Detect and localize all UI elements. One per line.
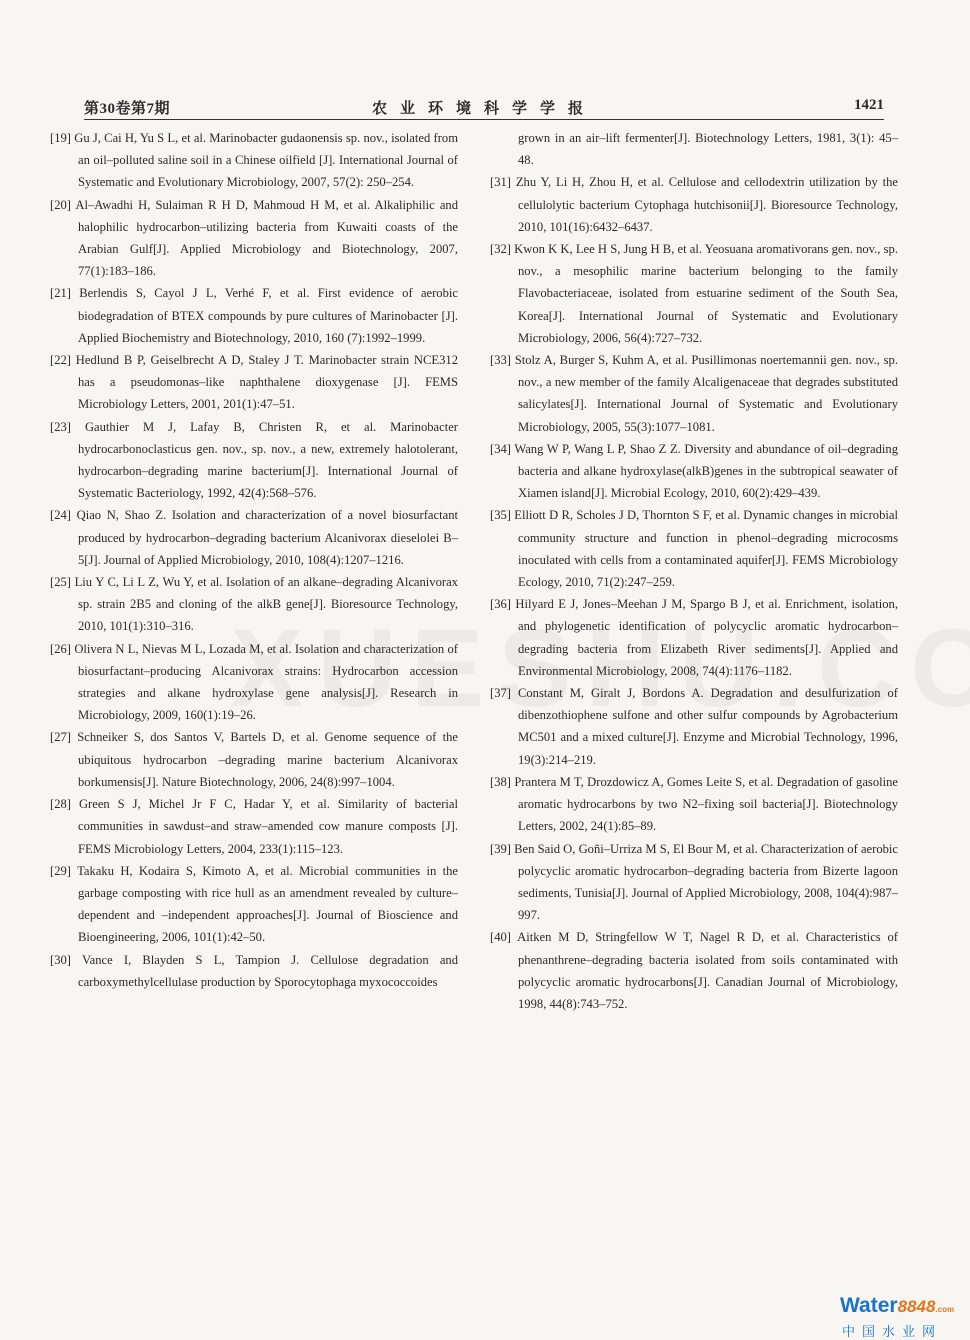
reference-number: [35] xyxy=(490,508,511,523)
reference-text: Prantera M T, Drozdowicz A, Gomes Leite S, et al. Degradation of gasoline aromatic hydrocarbons by two N2–fixing soil bacteria[J]. Biotechnology Letters, 2002, 24(1):85–89. xyxy=(514,774,898,834)
journal-title: 农业环境科学学报 xyxy=(371,101,596,117)
reference-text: Qiao N, Shao Z. Isolation and characterization of a novel biosurfactant produced by hydrocarbon–degrading bacterium Alcanivorax dieselolei B–5[J]. Journal of Applied Microbiology, 2010, 108(4):1207–1216. xyxy=(76,508,458,567)
reference-continuation: grown in an air–lift fermenter[J]. Biotechnology Letters, 1981, 3(1): 45–48. xyxy=(518,131,898,168)
reference-text: Aitken M D, Stringfellow W T, Nagel R D, et al. Characteristics of phenanthrene–degrading bacteria isolated from soils contaminated with polycyclic aromatic hydrocarbons[J]. Canadian Journal of Microbiology, 1998, 44(8):743–752. xyxy=(517,930,898,1011)
reference-item xyxy=(490,238,898,349)
reference-item xyxy=(490,838,898,927)
reference-text: Vance I, Blayden S L, Tampion J. Cellulose degradation and carboxymethylcellulase production by Sporocytophaga myxococcoides xyxy=(78,952,459,989)
site-logo[interactable] xyxy=(840,1294,962,1340)
reference-item xyxy=(50,194,458,283)
reference-column-right xyxy=(490,127,898,1015)
reference-number: [28] xyxy=(50,797,71,812)
reference-item xyxy=(50,571,458,638)
volume-issue: 第30卷第7期 xyxy=(84,101,171,117)
reference-number: [27] xyxy=(50,730,71,745)
reference-text: Berlendis S, Cayol J L, Verhé F, et al. First evidence of aerobic biodegradation of BTEX compounds by pure cultures of Marinobacter [J]. Applied Biochemistry and Biotechnology, 2010, 160 (7):1992–1999. xyxy=(78,286,458,345)
reference-item xyxy=(50,127,458,194)
reference-number: [31] xyxy=(490,175,511,190)
reference-item xyxy=(490,349,898,438)
logo-domain: .com xyxy=(935,1305,955,1314)
reference-item xyxy=(490,593,898,682)
reference-item xyxy=(50,860,458,949)
logo-brand xyxy=(840,1294,962,1319)
reference-number: [26] xyxy=(50,641,71,656)
reference-text: Elliott D R, Scholes J D, Thornton S F, et al. Dynamic changes in microbial community structure and function in phenol–degrading microcosms inoculated with cells from a contaminated aquifer[J]. FEMS Microbiology Ecology, 2010, 71(2):247–259. xyxy=(514,508,898,590)
reference-text: Takaku H, Kodaira S, Kimoto A, et al. Microbial communities in the garbage composting with rice hull as an amendment revealed by culture–dependent and –independent approaches[J]. Journal of Bioscience and Bioengineering, 2006, 101(1):42–50. xyxy=(77,863,459,945)
reference-number: [32] xyxy=(490,242,511,257)
reference-item xyxy=(50,349,458,416)
logo-number: 8848 xyxy=(897,1297,936,1316)
reference-item xyxy=(490,504,898,593)
reference-number: [23] xyxy=(50,419,71,434)
reference-number: [33] xyxy=(490,353,511,368)
reference-item xyxy=(50,726,458,793)
reference-number: [30] xyxy=(50,952,71,967)
reference-item xyxy=(50,949,458,993)
reference-number: [37] xyxy=(490,686,511,701)
reference-text: Green S J, Michel Jr F C, Hadar Y, et al. Similarity of bacterial communities in sawdust–and straw–amended cow manure composts [J]. FEMS Microbiology Letters, 2004, 233(1):115–123. xyxy=(78,797,458,856)
reference-column-left xyxy=(50,127,458,993)
reference-text: Gauthier M J, Lafay B, Christen R, et al. Marinobacter hydrocarbonoclasticus gen. nov., sp. nov., a new, extremely halotolerant, hydrocarbon–degrading marine bacterium[J]. International Journal of Systematic Bacteriology, 1992, 42(4):568–576. xyxy=(78,419,459,501)
reference-text: Liu Y C, Li L Z, Wu Y, et al. Isolation of an alkane–degrading Alcanivorax sp. strain 2B5 and cloning of the alkB gene[J]. Bioresource Technology, 2010, 101(1):310–316. xyxy=(74,575,458,634)
logo-chinese: 中国水业网 xyxy=(842,1325,943,1340)
reference-number: [39] xyxy=(490,841,511,856)
reference-number: [25] xyxy=(50,575,71,590)
reference-number: [21] xyxy=(50,286,71,301)
reference-text: Kwon K K, Lee H S, Jung H B, et al. Yeosuana aromativorans gen. nov., sp. nov., a mesophilic marine bacterium belonging to the family Flavobacteriaceae, isolated from estuarine sediment of the South Sea, Korea[J]. International Journal of Systematic and Evolutionary Microbiology, 2006, 56(4):727–732. xyxy=(514,242,898,345)
reference-number: [24] xyxy=(50,508,71,523)
reference-number: [20] xyxy=(50,197,71,212)
page-number: 1421 xyxy=(854,97,884,113)
reference-number: [29] xyxy=(50,863,71,878)
reference-item xyxy=(50,638,458,727)
reference-item xyxy=(50,416,458,505)
reference-item xyxy=(490,771,898,838)
reference-text: Schneiker S, dos Santos V, Bartels D, et al. Genome sequence of the ubiquitous hydrocarbon –degrading marine bacterium Alcanivorax borkumensis[J]. Nature Biotechnology, 2006, 24(8):997–1004. xyxy=(77,730,458,789)
reference-text: Ben Said O, Goñi–Urriza M S, El Bour M, et al. Characterization of aerobic polycyclic aromatic hydrocarbon–degrading bacteria from Bizerte lagoon sediments, Tunisia[J]. Journal of Applied Microbiology, 2008, 104(4):987–997. xyxy=(514,841,898,923)
reference-number: [34] xyxy=(490,441,511,456)
reference-number: [36] xyxy=(490,597,511,612)
reference-item xyxy=(50,793,458,860)
running-header xyxy=(84,97,884,117)
reference-text: Zhu Y, Li H, Zhou H, et al. Cellulose and cellodextrin utilization by the cellulolytic bacterium Cytophaga hutchisonii[J]. Bioresource Technology, 2010, 101(16):6432–6437. xyxy=(515,175,898,234)
header-rule xyxy=(84,119,884,120)
reference-number: [19] xyxy=(50,131,71,145)
reference-text: Hedlund B P, Geiselbrecht A D, Staley J T. Marinobacter strain NCE312 has a pseudomonas–like naphthalene dioxygenase [J]. FEMS Microbiology Letters, 2001, 201(1):47–51. xyxy=(75,353,458,412)
reference-item xyxy=(490,171,898,238)
reference-text: Olivera N L, Nievas M L, Lozada M, et al. Isolation and characterization of biosurfactant–producing Alcanivorax strains: Hydrocarbon accession strategies and alkane hydroxylase gene analysis[J]. Research in Microbiology, 2009, 160(1):19–26. xyxy=(74,641,459,723)
reference-item xyxy=(50,282,458,349)
reference-item xyxy=(490,926,898,1015)
reference-text: Hilyard E J, Jones–Meehan J M, Spargo B J, et al. Enrichment, isolation, and phylogenetic identification of polycyclic aromatic hydrocarbon–degrading bacteria from Elizabeth River sediments[J]. Applied and Environmental Microbiology, 2008, 74(4):1176–1182. xyxy=(515,597,898,678)
reference-item xyxy=(490,682,898,771)
reference-item xyxy=(490,438,898,505)
reference-text: Stolz A, Burger S, Kuhm A, et al. Pusillimonas noertemannii gen. nov., sp. nov., a new member of the family Alcaligenaceae that degrades substituted salicylates[J]. International Journal of Systematic and Evolutionary Microbiology, 2005, 55(3):1077–1081. xyxy=(514,353,898,434)
reference-text: Constant M, Giralt J, Bordons A. Degradation and desulfurization of dibenzothiophene sulfone and other sulfur compounds by Agrobacterium MC501 and a mixed culture[J]. Enzyme and Microbial Technology, 1996, 19(3):214–219. xyxy=(517,686,898,767)
reference-text: Al–Awadhi H, Sulaiman R H D, Mahmoud H M, et al. Alkaliphilic and halophilic hydrocarbon–utilizing bacteria from Kuwaiti coasts of the Arabian Gulf[J]. Applied Microbiology and Biotechnology, 2007, 77(1):183–186. xyxy=(75,197,458,279)
logo-water: Water xyxy=(840,1294,898,1317)
reference-text: Wang W P, Wang L P, Shao Z Z. Diversity and abundance of oil–degrading bacteria and alkane hydroxylase(alkB)genes in the subtropical seawater of Xiamen island[J]. Microbial Ecology, 2010, 60(2):429–439. xyxy=(514,441,898,501)
reference-item xyxy=(50,504,458,571)
reference-number: [38] xyxy=(490,774,511,789)
reference-number: [40] xyxy=(490,930,511,945)
reference-number: [22] xyxy=(50,353,71,368)
reference-text: Gu J, Cai H, Yu S L, et al. Marinobacter gudaonensis sp. nov., isolated from an oil–polluted saline soil in a Chinese oilfield [J]. International Journal of Systematic and Evolutionary Microbiology, 2007, 57(2): 250–254. xyxy=(74,131,458,190)
